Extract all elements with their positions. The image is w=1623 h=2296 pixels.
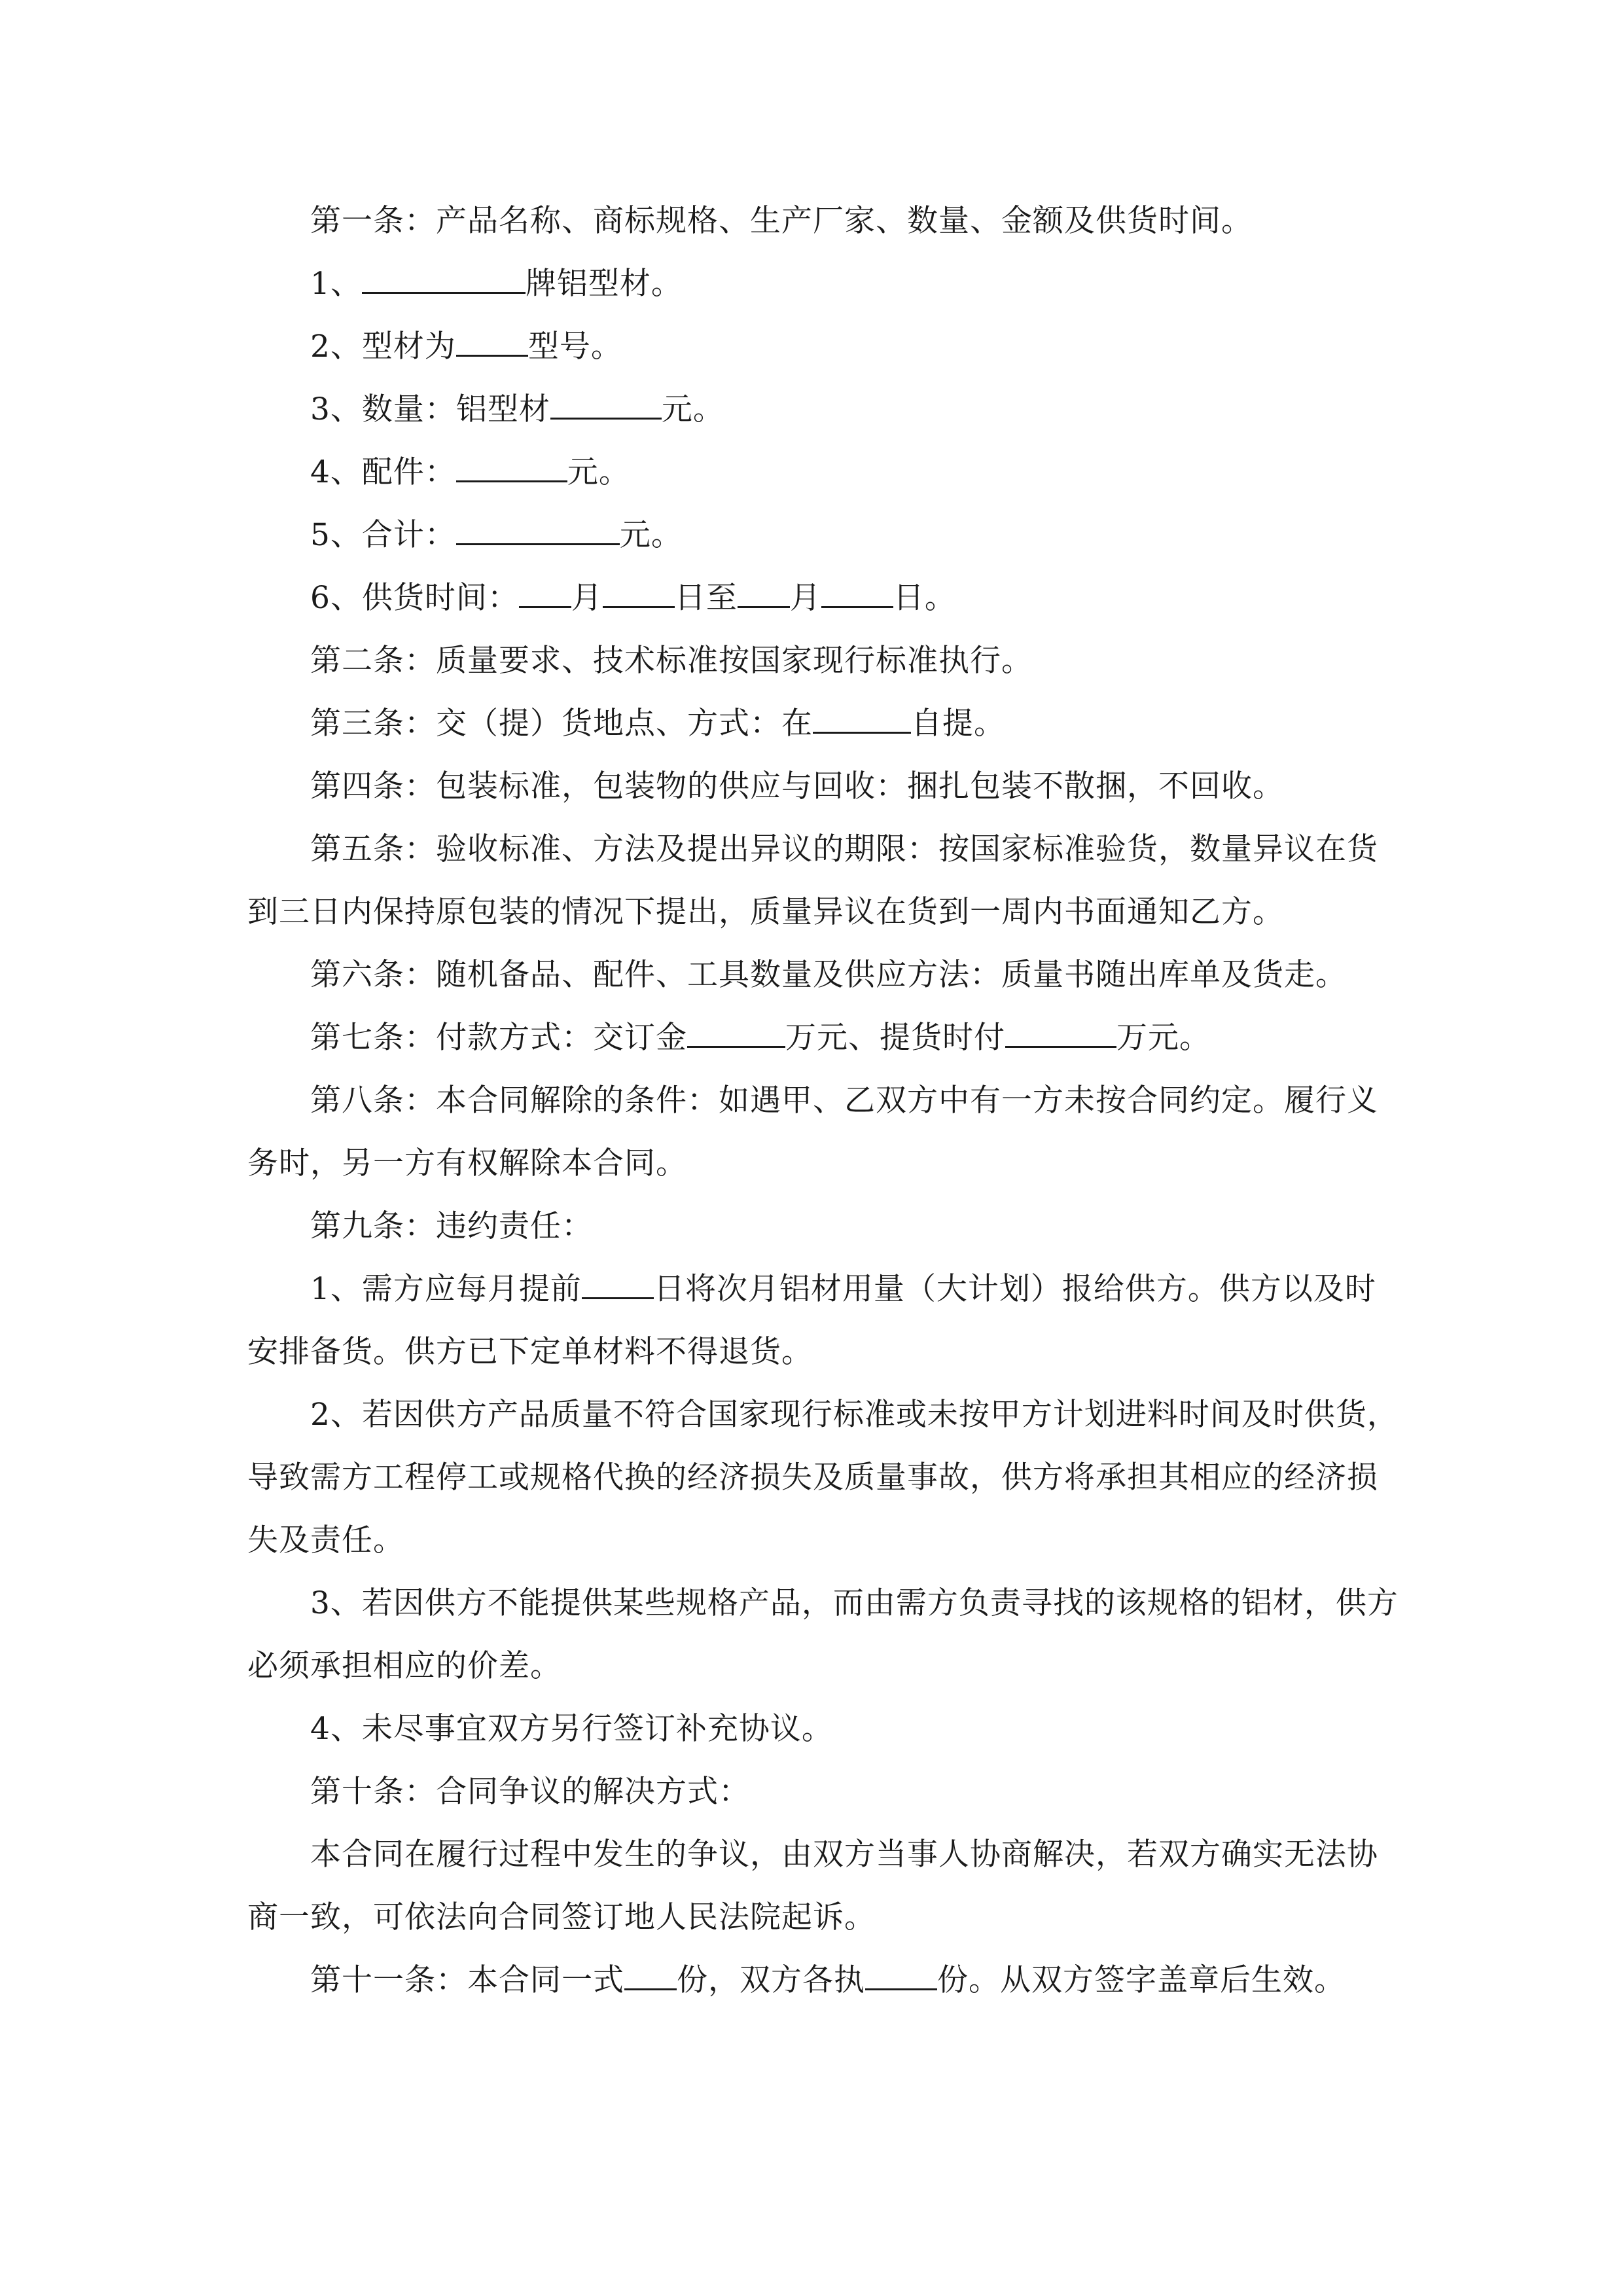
article-9-item-1: 1、需方应每月提前 日将次月铝材用量（大计划）报给供方。供方以及时安排备货。供方已下定单材料不得退货。	[247, 1271, 1376, 1370]
advance-days-blank	[582, 1271, 654, 1299]
article-9-item-4: 4、未尽事宜双方另行签订补充协议。	[310, 1711, 833, 1747]
copies-blank	[624, 1962, 677, 1990]
article-9-item-2: 2、若因供方产品质量不符合国家现行标准或未按甲方计划进料时间及时供货，导致需方工程停工或规格代换的经济损失及质量事故，供方将承担其相应的经济损失及责任。	[247, 1397, 1399, 1558]
article-1-item-1: 1、 牌铝型材。	[310, 266, 683, 302]
deposit-blank	[687, 1020, 785, 1048]
quantity-blank	[550, 391, 662, 420]
article-6: 第六条：随机备品、配件、工具数量及供应方法：质量书随出库单及货走。	[310, 957, 1347, 993]
brand-blank	[362, 266, 526, 294]
article-1-item-4: 4、配件： 元。	[310, 454, 630, 490]
start-month-blank	[519, 580, 571, 608]
article-1-item-2: 2、型材为 型号。	[310, 329, 622, 365]
article-11: 第十一条：本合同一式 份，双方各执 份。从双方签字盖章后生效。	[310, 1962, 1346, 1998]
article-9-heading: 第九条：违约责任：	[310, 1208, 593, 1244]
article-2: 第二条：质量要求、技术标准按国家现行标准执行。	[310, 643, 1033, 679]
article-1-heading: 第一条：产品名称、商标规格、生产厂家、数量、金额及供货时间。	[310, 203, 1253, 239]
total-blank	[456, 517, 620, 545]
end-month-blank	[738, 580, 790, 608]
article-1-item-6: 6、供货时间： 月 日至 月 日。	[310, 580, 956, 616]
article-5: 第五条：验收标准、方法及提出异议的期限：按国家标准验货，数量异议在货到三日内保持原包装的情况下提出，质量异议在货到一周内书面通知乙方。	[247, 831, 1378, 930]
article-7: 第七条：付款方式：交订金 万元、提货时付 万元。	[310, 1020, 1211, 1056]
article-1-item-3: 3、数量：铝型材 元。	[310, 391, 724, 427]
article-9-item-3: 3、若因供方不能提供某些规格产品，而由需方负责寻找的该规格的铝材，供方必须承担相应的价差。	[247, 1585, 1399, 1684]
article-1-item-5: 5、合计： 元。	[310, 517, 683, 553]
contract-body	[247, 190, 1406, 2012]
parts-blank	[456, 454, 567, 482]
end-day-blank	[821, 580, 893, 608]
article-4: 第四条：包装标准，包装物的供应与回收：捆扎包装不散捆，不回收。	[310, 768, 1284, 804]
start-day-blank	[603, 580, 675, 608]
article-10-body: 本合同在履行过程中发生的争议，由双方当事人协商解决，若双方确实无法协商一致，可依法向合同签订地人民法院起诉。	[247, 1837, 1378, 1935]
pickup-location-blank	[813, 706, 911, 734]
each-copies-blank	[865, 1962, 937, 1990]
pickup-payment-blank	[1005, 1020, 1116, 1048]
article-10-heading: 第十条：合同争议的解决方式：	[310, 1774, 750, 1810]
article-3: 第三条：交（提）货地点、方式：在 自提。	[310, 706, 1005, 742]
model-blank	[456, 329, 528, 357]
article-8: 第八条：本合同解除的条件：如遇甲、乙双方中有一方未按合同约定。履行义务时，另一方有权解除本合同。	[247, 1083, 1378, 1181]
